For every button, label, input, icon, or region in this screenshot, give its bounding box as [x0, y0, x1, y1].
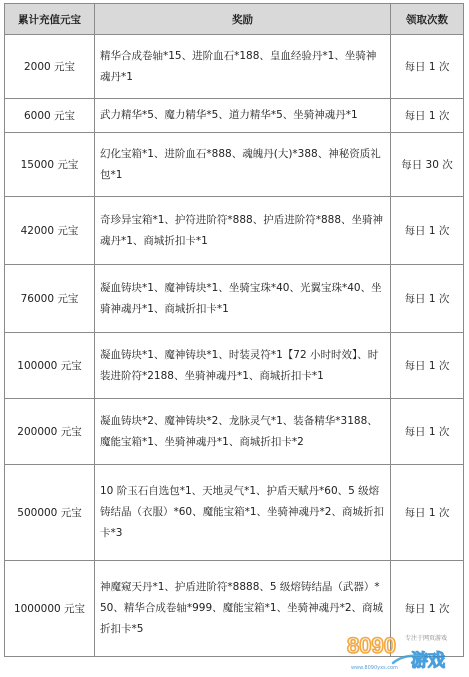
table-row: [5, 99, 464, 133]
limit-cell: 每日 1 次: [391, 561, 464, 657]
amount-cell: 2000 元宝: [5, 35, 95, 99]
reward-cell: 10 阶玉石自选包*1、天地灵气*1、护盾天赋丹*60、5 级熔铸结晶（衣服）*60、魔能宝箱*1、坐骑神魂丹*2、商城折扣卡*3: [95, 465, 391, 561]
reward-table: [4, 3, 464, 657]
limit-cell: 每日 1 次: [391, 465, 464, 561]
limit-cell: 每日 1 次: [391, 99, 464, 133]
amount-cell: 1000000 元宝: [5, 561, 95, 657]
amount-cell: 100000 元宝: [5, 333, 95, 399]
reward-cell: 神魔窥天丹*1、护盾进阶符*8888、5 级熔铸结晶（武器）*50、精华合成卷轴*999、魔能宝箱*1、坐骑神魂丹*2、商城折扣卡*5: [95, 561, 391, 657]
watermark-tagline: 专注于网页游戏: [405, 635, 448, 642]
header-amount: 累计充值元宝: [5, 4, 95, 35]
amount-cell: 6000 元宝: [5, 99, 95, 133]
reward-cell: 奇珍异宝箱*1、护符进阶符*888、护盾进阶符*888、坐骑神魂丹*1、商城折扣卡*1: [95, 197, 391, 265]
reward-cell: 凝血铸块*1、魔神铸块*1、坐骑宝珠*40、光翼宝珠*40、坐骑神魂丹*1、商城折扣卡*1: [95, 265, 391, 333]
reward-cell: 武力精华*5、魔力精华*5、道力精华*5、坐骑神魂丹*1: [95, 99, 391, 133]
site-watermark-logo: [345, 629, 463, 673]
reward-cell: 凝血铸块*2、魔神铸块*2、龙脉灵气*1、装备精华*3188、魔能宝箱*1、坐骑神魂丹*1、商城折扣卡*2: [95, 399, 391, 465]
limit-cell: 每日 1 次: [391, 197, 464, 265]
amount-cell: 15000 元宝: [5, 133, 95, 197]
limit-cell: 每日 30 次: [391, 133, 464, 197]
watermark-logo-text: 8090: [347, 633, 396, 658]
header-limit: 领取次数: [391, 4, 464, 35]
watermark-brand-mark: 游戏: [411, 651, 445, 671]
limit-cell: 每日 1 次: [391, 399, 464, 465]
watermark-url: www.8090yxs.com: [351, 665, 398, 671]
table-row: [5, 399, 464, 465]
amount-cell: 500000 元宝: [5, 465, 95, 561]
table-row: [5, 333, 464, 399]
header-reward: 奖励: [95, 4, 391, 35]
reward-cell: 精华合成卷轴*15、进阶血石*188、皇血经验丹*1、坐骑神魂丹*1: [95, 35, 391, 99]
table-row: [5, 35, 464, 99]
table-row: [5, 465, 464, 561]
table-row: [5, 265, 464, 333]
amount-cell: 42000 元宝: [5, 197, 95, 265]
limit-cell: 每日 1 次: [391, 35, 464, 99]
reward-cell: 幻化宝箱*1、进阶血石*888、魂魄丹(大)*388、神秘资质礼包*1: [95, 133, 391, 197]
table-row: [5, 197, 464, 265]
amount-cell: 76000 元宝: [5, 265, 95, 333]
table-row: [5, 133, 464, 197]
reward-cell: 凝血铸块*1、魔神铸块*1、时装灵符*1【72 小时时效】、时装进阶符*2188、坐骑神魂丹*1、商城折扣卡*1: [95, 333, 391, 399]
amount-cell: 200000 元宝: [5, 399, 95, 465]
header-row: [5, 4, 464, 35]
limit-cell: 每日 1 次: [391, 333, 464, 399]
limit-cell: 每日 1 次: [391, 265, 464, 333]
